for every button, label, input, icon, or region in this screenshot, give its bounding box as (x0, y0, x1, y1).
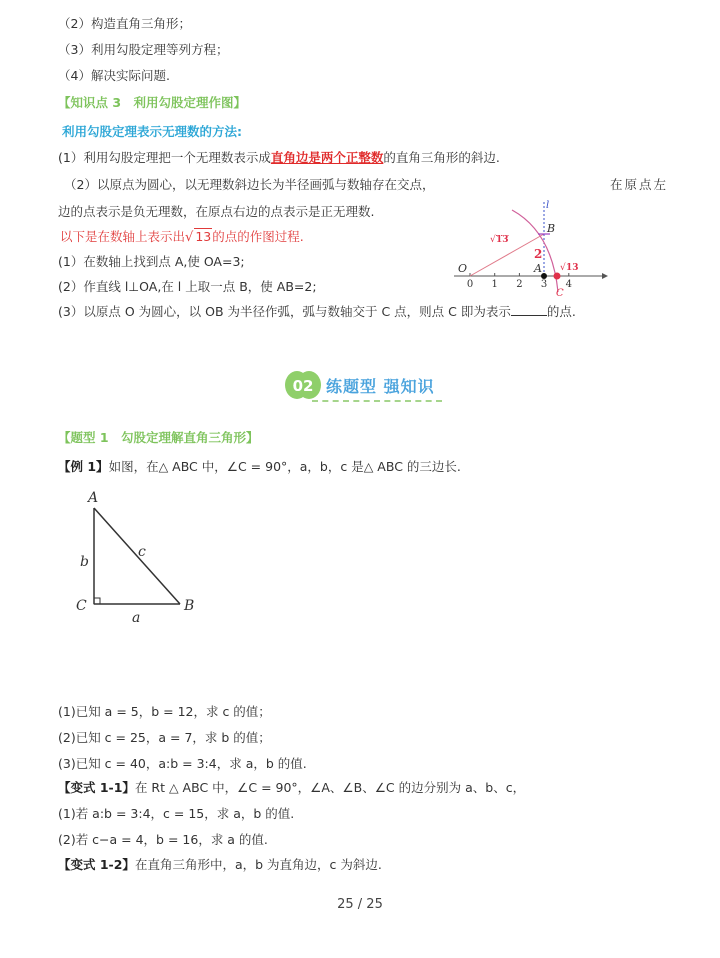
step-4-line (58, 68, 170, 84)
variant-1-1-question-1: (1)若 a:b = 3:4，c = 15，求 a，b 的值. (58, 806, 295, 821)
question-2: (2)已知 c = 25，a = 7，求 b 的值； (58, 730, 271, 745)
type-1-heading: 【题型 1 勾股定理解直角三角形】 (58, 430, 259, 445)
construction-step-2 (58, 279, 317, 295)
section-badge (285, 370, 321, 400)
label-c: C (556, 288, 564, 299)
number-line-figure (440, 192, 620, 302)
section-divider (312, 400, 442, 402)
variant-1-1 (58, 780, 525, 796)
step-number: (1） (58, 254, 84, 269)
step-3-line (58, 42, 228, 58)
step-number: （2） (58, 16, 91, 31)
method-item-2a: （2）以原点为圆心，以无理数斜边长为半径画弧与数轴存在交点， (64, 177, 435, 192)
intro-prefix: 以下是在数轴上表示出 (60, 229, 186, 244)
step-text: 解决实际问题. (90, 68, 170, 83)
construction-intro (60, 228, 304, 246)
step-number: （4） (58, 68, 91, 83)
side-c-label: c (138, 544, 146, 560)
right-angle-icon (94, 598, 100, 604)
label-o: O (458, 262, 468, 275)
step-text: 在数轴上找到点 A,使 OA=3; (83, 254, 245, 269)
label-ab-length: 2 (534, 247, 543, 261)
axis-arrow-icon (602, 273, 608, 279)
item1-suffix: 的直角三角形的斜边. (383, 150, 500, 165)
axis-tick-label: 1 (491, 279, 498, 290)
label-c-value: 13 (566, 263, 579, 273)
step-text: 以原点 O 为圆心，以 OB 为半径作弧，弧与数轴交于 C 点，则点 C 即为表示 (83, 304, 511, 319)
example-1 (58, 459, 461, 475)
step-text-end: 的点. (546, 304, 576, 319)
sqrt-icon: √ (560, 263, 566, 273)
side-b-label: b (80, 554, 89, 570)
variant-text: 在直角三角形中，a，b 为直角边，c 为斜边. (134, 857, 382, 872)
example-label: 【例 1】 (58, 459, 109, 474)
step-number: （3） (58, 42, 91, 57)
variant-1-2 (58, 857, 382, 873)
example-text: 如图，在△ ABC 中，∠C = 90°，a，b，c 是△ ABC 的三边长. (108, 459, 461, 474)
variant-label: 【变式 1-2】 (58, 857, 135, 872)
step-text: 构造直角三角形； (90, 16, 191, 31)
sqrt-icon: √ (490, 235, 496, 245)
intro-suffix: 的点的作图过程. (212, 229, 304, 244)
vertex-c: C (76, 598, 87, 614)
variant-text: 在 Rt △ ABC 中，∠C = 90°，∠A、∠B、∠C 的边分别为 a、b、c， (134, 780, 526, 795)
method-item-2c: 边的点表示是负无理数，在原点右边的点表示是正无理数. (58, 204, 375, 219)
axis-tick-label: 4 (565, 279, 572, 290)
section-title: 练题型 强知识 (326, 377, 435, 396)
answer-blank[interactable] (511, 304, 547, 316)
label-l: l (546, 200, 550, 211)
item1-prefix: (1）利用勾股定理把一个无理数表示成 (58, 150, 271, 165)
question-3: (3)已知 c = 40，a:b = 3:4，求 a，b 的值. (58, 756, 307, 771)
axis-tick-label: 0 (466, 279, 474, 290)
axis-tick-label: 2 (516, 279, 523, 290)
point-c (554, 273, 561, 280)
step-number: (3） (58, 304, 84, 319)
construction-step-3 (58, 304, 576, 320)
axis-tick-label: 3 (540, 279, 548, 290)
triangle-figure (70, 486, 210, 626)
page-number: 25 / 25 (337, 897, 383, 912)
question-1: (1)已知 a = 5，b = 12，求 c 的值； (58, 704, 271, 719)
label-a: A (534, 262, 542, 275)
step-number: (2） (58, 279, 84, 294)
badge-number: 02 (292, 377, 314, 395)
method-item-1 (58, 150, 500, 166)
method-item-2b: 在原点左 (610, 177, 669, 192)
variant-1-1-question-2: (2)若 c−a = 4，b = 16，求 a 的值. (58, 832, 268, 847)
vertex-a: A (88, 490, 99, 506)
step-2-line (58, 16, 191, 32)
step-text: 作直线 l⊥OA,在 l 上取一点 B，使 AB=2; (83, 279, 317, 294)
step-text: 利用勾股定理等列方程； (90, 42, 229, 57)
side-a-label: a (132, 610, 141, 626)
variant-label: 【变式 1-1】 (58, 780, 135, 795)
sqrt-icon: √ (185, 230, 194, 245)
knowledge-point-3-heading: 【知识点 3 利用勾股定理作图】 (58, 95, 247, 110)
side-c (94, 508, 180, 604)
item1-highlight: 直角边是两个正整数 (270, 150, 384, 165)
vertex-b: B (184, 598, 195, 614)
label-ob-length: 13 (496, 235, 509, 245)
label-b: B (547, 222, 556, 235)
method-title: 利用勾股定理表示无理数的方法: (62, 124, 242, 139)
intro-radicand: 13 (195, 229, 212, 244)
construction-step-1 (58, 254, 245, 270)
